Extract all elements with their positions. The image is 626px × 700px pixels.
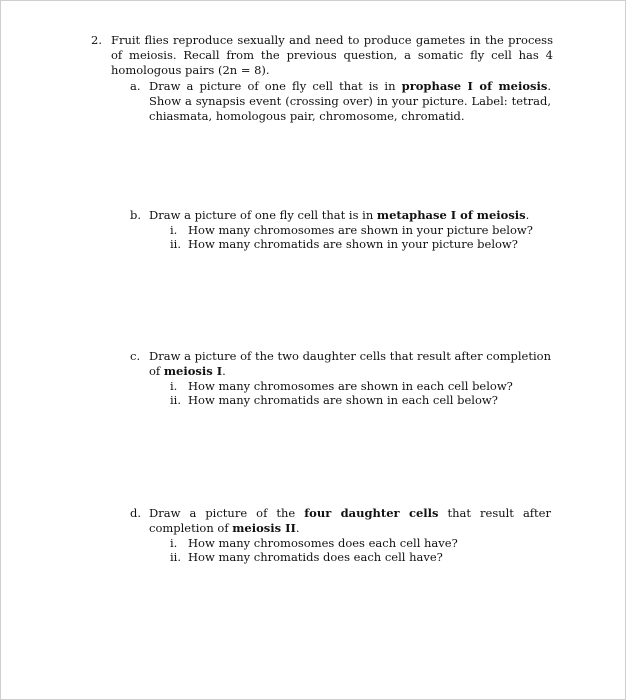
part-d-label: d. <box>130 506 142 520</box>
part-b <box>130 208 551 251</box>
question-2 <box>93 33 553 78</box>
part-d <box>130 506 551 564</box>
part-b-text: Draw a picture of one fly cell that is in metaphase I of meiosis. <box>149 208 530 222</box>
part-d-sub-i: i. How many chromosomes does each cell have? <box>170 536 458 550</box>
part-a-label: a. <box>130 79 141 93</box>
part-c-sub-ii: ii. How many chromatids are shown in each cell below? <box>170 393 498 407</box>
part-b-sub-ii: ii. How many chromatids are shown in your picture below? <box>170 237 518 251</box>
part-c-label: c. <box>130 349 141 363</box>
question-text: Fruit flies reproduce sexually and need to produce gametes in the process of meiosis. Recall from the previous question, a somatic fly cell has 4 homologous pairs (2n = 8). <box>111 33 553 77</box>
part-c <box>130 349 551 407</box>
part-c-sub-i: i. How many chromosomes are shown in each cell below? <box>170 379 513 393</box>
part-d-text: Draw a picture of the four daughter cells that result after completion of meiosis II. <box>149 506 551 535</box>
part-b-sub-i: i. How many chromosomes are shown in your picture below? <box>170 223 533 237</box>
part-a <box>130 79 551 124</box>
part-d-sub-ii: ii. How many chromatids does each cell have? <box>170 550 443 564</box>
part-a-text: Draw a picture of one fly cell that is in prophase I of meiosis. Show a synapsis event (crossing over) in your picture. Label: tetrad, chiasmata, homologous pair, chromosome, chromatid. <box>149 79 552 123</box>
part-c-text: Draw a picture of the two daughter cells that result after completion of meiosis I. <box>149 349 551 378</box>
question-number: 2. <box>91 33 102 47</box>
part-b-label: b. <box>130 208 142 222</box>
